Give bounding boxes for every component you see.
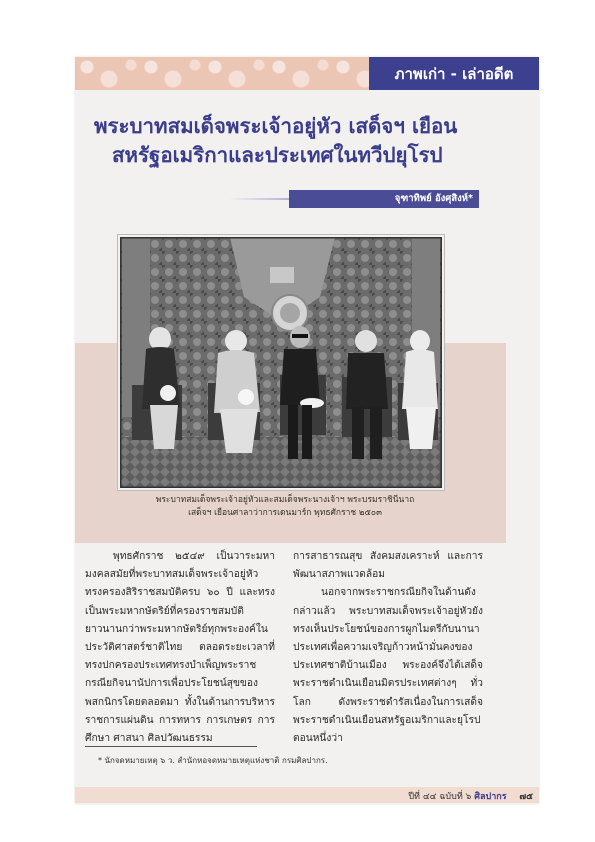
floral-header-band	[75, 57, 369, 90]
historical-photo	[118, 235, 444, 490]
caption-line-2: เสด็จฯ เยือนศาลาว่าการเดนมาร์ก พุทธศักราช ๒๕๐๓	[188, 508, 382, 518]
title-line-1: พระบาทสมเด็จพระเจ้าอยู่หัว เสด็จฯ เยือน	[94, 114, 458, 138]
title-line-2: สหรัฐอเมริกาและประเทศในทวีปยุโรป	[112, 143, 443, 167]
footnote-divider	[85, 746, 257, 747]
author-name: จุฑาทิพย์ อังศุสิงห์*	[394, 193, 473, 204]
magazine-name: ศิลปากร	[474, 792, 507, 802]
paragraph: การสาธารณสุข สังคมสงเคราะห์ และการพัฒนาสภาพแวดล้อม	[293, 551, 483, 581]
footnote: * นักจดหมายเหตุ ๖ ว. สำนักหอจดหมายเหตุแห่งชาติ กรมศิลปากร.	[98, 756, 328, 765]
caption-line-1: พระบาทสมเด็จพระเจ้าอยู่หัวและสมเด็จพระนางเจ้าฯ พระบรมราชินีนาถ	[155, 495, 415, 505]
body-column-right	[293, 548, 483, 748]
section-label: ภาพเก่า - เล่าอดีต	[369, 57, 539, 90]
page-footer	[408, 789, 533, 803]
issue-label: ปีที่ ๔๔ ฉบับที่ ๖	[408, 792, 472, 802]
article-title	[88, 112, 528, 170]
paragraph: นอกจากพระราชกรณียกิจในด้านดังกล่าวแล้ว พระบาทสมเด็จพระเจ้าอยู่หัวยังทรงเห็นประโยชน์ของการผูกไมตรีกับนานาประเทศเพื่อความเจริญก้าวหน้ามั่นคงของประเทศชาติบ้านเมือง พระองค์จึงได้เสด็จพระราชดำเนินเยือนมิตรประเทศต่างๆ ทั่วโลก ดังพระราชดำรัสเนื่องในการเสด็จพระราชดำเนินเยือนสหรัฐอเมริกาและยุโรปตอนหนึ่งว่า	[293, 587, 483, 745]
author-bar	[289, 190, 479, 208]
body-column-left	[85, 548, 275, 748]
paragraph: พุทธศักราช ๒๕๔๙ เป็นวาระมหามงคลสมัยที่พระบาทสมเด็จพระเจ้าอยู่หัวทรงครองสิริราชสมบัติครบ ๖๐ ปี และทรงเป็นพระมหากษัตริย์ที่ครองราชสมบัติยาวนานกว่าพระมหากษัตริย์ทุกพระองค์ในประวัติศาสตร์ชาติไทย ตลอดระยะเวลาที่ทรงปกครองประเทศทรงบำเพ็ญพระราชกรณียกิจนานัปการเพื่อประโยชน์สุขของพสกนิกรโดยตลอดมา ทั้งในด้านการบริหารราชการแผ่นดิน การทหาร การเกษตร การศึกษา ศาสนา ศิลปวัฒนธรรม	[85, 551, 275, 745]
page-number: ๗๕	[519, 792, 533, 802]
photo-caption	[140, 494, 430, 520]
